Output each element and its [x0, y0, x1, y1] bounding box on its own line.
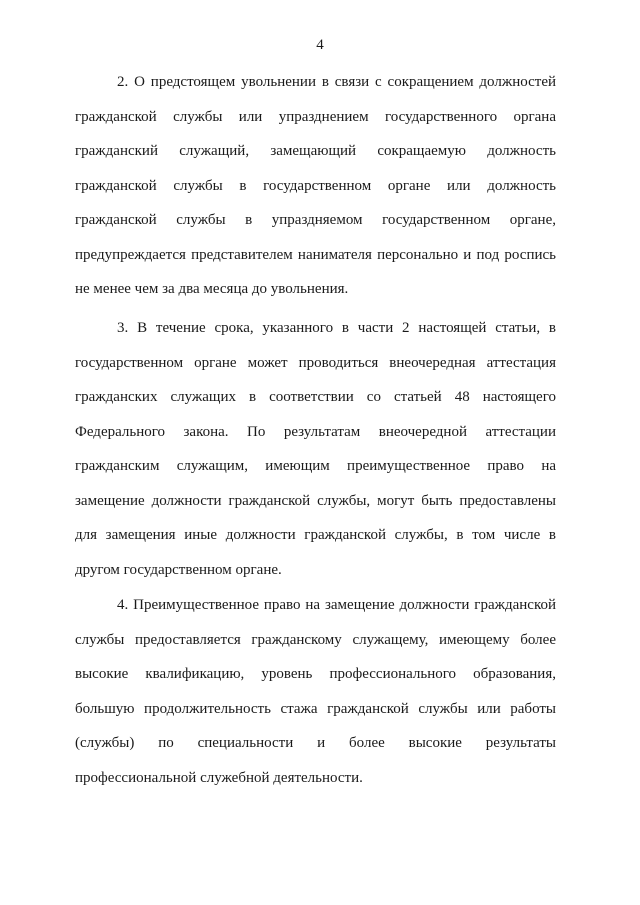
text-line: гражданской службы в упраздняемом государственном органе, — [75, 212, 556, 228]
text-line: не менее чем за два месяца до увольнения. — [75, 281, 349, 297]
text-line: 3. В течение срока, указанного в части 2 настоящей статьи, в — [117, 320, 556, 336]
text-line: государственном органе может проводиться внеочередная аттестация — [75, 354, 556, 371]
text-line: Федерального закона. По результатам внеочередной аттестации — [75, 423, 556, 440]
text-line: гражданский служащий, замещающий сокращаемую должность — [75, 143, 556, 159]
text-line: высокие квалификацию, уровень профессионального образования, — [75, 666, 556, 682]
text-line: гражданской службы или упразднением государственного органа — [75, 108, 556, 125]
text-line: большую продолжительность стажа гражданской службы или работы — [75, 700, 556, 717]
text-line: службы предоставляется гражданскому служащему, имеющему более — [75, 631, 556, 648]
text-line: 2. О предстоящем увольнении в связи с сокращением должностей — [117, 74, 556, 90]
text-line: профессиональной служебной деятельности. — [75, 769, 363, 786]
text-line: 4. Преимущественное право на замещение должности гражданской — [117, 597, 556, 613]
text-line: замещение должности гражданской службы, могут быть предоставлены — [75, 492, 556, 509]
text-line: гражданским служащим, имеющим преимущественное право на — [75, 458, 556, 474]
text-line: для замещения иные должности гражданской службы, в том числе в — [75, 527, 556, 543]
text-line: (службы) по специальности и более высокие результаты — [75, 735, 556, 751]
text-line: гражданской службы в государственном органе или должность — [75, 177, 556, 194]
text-line: другом государственном органе. — [75, 561, 282, 578]
page-number: 4 — [316, 37, 324, 53]
text-line: предупреждается представителем нанимателя персонально и под роспись — [75, 246, 556, 263]
text-line: гражданских служащих в соответствии со статьей 48 настоящего — [75, 389, 556, 405]
